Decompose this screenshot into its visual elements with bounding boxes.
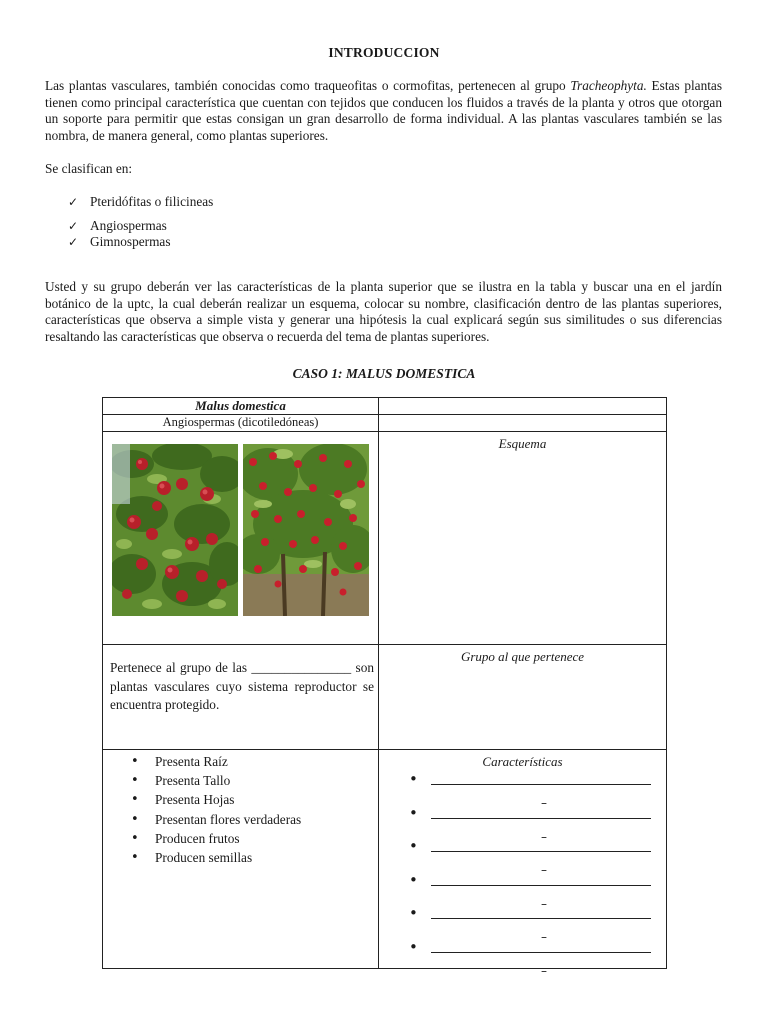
feature-item: • Presenta Raíz — [131, 752, 301, 771]
characteristics-label: Características — [482, 754, 563, 769]
line-dash: – — [541, 829, 547, 844]
esquema-label: Esquema — [498, 436, 547, 451]
intro-text-end: Estas plantas tienen como principal característica que cuentan con tejidos que conducen los fluidos a través de la planta y otros que otorgan un soporte para permitir que estas consigan un gran desarrollo de forma individual. A las plantas vasculares también se las nombra, de manera general, como plantas superiores. — [45, 78, 722, 143]
bullet-icon: • — [409, 937, 418, 956]
class-list — [68, 194, 213, 251]
class-list-label: Gimnospermas — [90, 234, 171, 249]
class-list-label: Pteridófitas o filicineas — [90, 194, 214, 209]
answer-underline — [431, 784, 651, 785]
class-list-item — [68, 194, 213, 211]
feature-item: • Presentan flores verdaderas — [131, 810, 301, 829]
answer-underline — [431, 952, 651, 953]
check-icon: ✓ — [68, 218, 79, 233]
group-label: Grupo al que pertenece — [460, 649, 585, 664]
photos-cell — [103, 432, 379, 645]
bullet-icon: • — [409, 770, 418, 788]
apple-tree-photo-closeup — [112, 444, 238, 616]
answer-underline — [431, 851, 651, 852]
class-list-item — [68, 234, 213, 251]
features-list — [131, 752, 301, 867]
bullet-icon: • — [409, 904, 418, 922]
case-title: CASO 1: MALUS DOMESTICA — [292, 366, 476, 381]
bullet-icon: • — [409, 803, 418, 822]
class-list-label: Angiospermas — [90, 217, 167, 233]
class-list-item — [68, 218, 213, 235]
group-description-text: Pertenece al grupo de las _______________ son plantas vasculares cuyo sistema reproductor se encuentra protegido. — [110, 660, 374, 712]
line-dash: – — [541, 896, 547, 911]
intro-paragraph — [45, 78, 722, 144]
check-icon: ✓ — [68, 235, 79, 249]
empty-header-cell — [379, 398, 667, 415]
empty-subheader-cell — [379, 415, 667, 432]
document-title: INTRODUCCION — [328, 45, 440, 60]
feature-item: • Producen frutos — [131, 829, 301, 848]
bullet-icon: • — [409, 870, 418, 889]
apple-tree-photo-orchard — [243, 444, 369, 616]
group-answer-cell[interactable] — [379, 645, 667, 750]
line-dash: – — [541, 930, 547, 944]
plant-class-cell: Angiospermas (dicotiledóneas) — [103, 415, 379, 432]
check-icon: ✓ — [68, 195, 79, 209]
esquema-cell[interactable] — [379, 432, 667, 645]
line-dash: – — [541, 863, 547, 877]
characteristics-blank-lines — [379, 750, 666, 978]
answer-underline — [431, 818, 651, 819]
classify-label: Se clasifican en: — [45, 161, 133, 176]
answer-underline — [431, 918, 651, 919]
characteristics-cell[interactable] — [379, 750, 667, 978]
group-description-cell — [103, 645, 379, 750]
bullet-icon: • — [409, 837, 418, 855]
feature-item: • Producen semillas — [131, 848, 301, 867]
features-list-cell — [103, 750, 379, 969]
intro-text-start: Las plantas vasculares, también conocidas como traqueofitas o cormofitas, pertenecen al grupo — [45, 78, 571, 93]
worksheet-table — [102, 397, 667, 978]
task-paragraph: Usted y su grupo deberán ver las características de la planta superior que se ilustra en la tabla y buscar una en el jardín botánico de la uptc, la cual deberán realizar un esquema, colocar su nombre, clasificación dentro de las plantas superiores, características que observa a simple vista y generar una hipótesis la cual explicará según sus similitudes o sus diferencias resaltando las características que observa o recuerda del tema de plantas superiores. — [45, 279, 722, 344]
feature-item: • Presenta Tallo — [131, 771, 301, 790]
intro-italic-term: Tracheophyta. — [570, 78, 647, 93]
plant-name-cell: Malus domestica — [103, 398, 379, 415]
line-dash: – — [541, 796, 547, 810]
line-dash: – — [541, 963, 547, 978]
feature-item: • Presenta Hojas — [131, 790, 301, 809]
answer-underline — [431, 885, 651, 886]
